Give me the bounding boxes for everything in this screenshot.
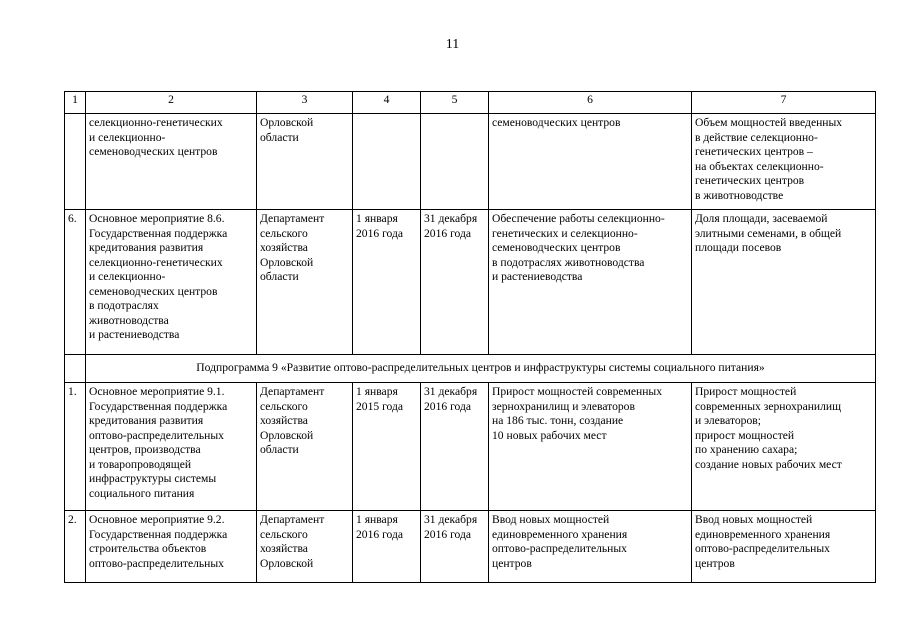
expected-result-cell: Ввод новых мощностей единовременного хранения оптово-распределительных центров: [489, 511, 692, 583]
column-header: 5: [421, 92, 489, 114]
measure-name-cell: Основное мероприятие 9.1. Государственная поддержка кредитования развития оптово-распределительных центров, производства и товаропроводящей инфраструктуры системы социального питания: [86, 383, 257, 511]
measure-name-cell: селекционно-генетических и селекционно- семеноводческих центров: [86, 114, 257, 210]
column-header: 2: [86, 92, 257, 114]
row-number-cell: 1.: [65, 383, 86, 511]
empty-cell: [65, 355, 86, 383]
indicator-cell: Ввод новых мощностей единовременного хранения оптово-распределительных центров: [692, 511, 876, 583]
start-date-cell: 1 января 2015 года: [353, 383, 421, 511]
end-date-cell: 31 декабря 2016 года: [421, 511, 489, 583]
expected-result-cell: семеноводческих центров: [489, 114, 692, 210]
table-row: [65, 383, 876, 511]
table-row: [65, 511, 876, 583]
end-date-cell: 31 декабря 2016 года: [421, 210, 489, 355]
indicator-cell: Объем мощностей введенных в действие селекционно- генетических центров – на объектах селекционно- генетических центров в животноводстве: [692, 114, 876, 210]
indicator-cell: Доля площади, засеваемой элитными семенами, в общей площади посевов: [692, 210, 876, 355]
page-number: 11: [445, 37, 460, 52]
row-number-cell: [65, 114, 86, 210]
start-date-cell: 1 января 2016 года: [353, 210, 421, 355]
measure-name-cell: Основное мероприятие 8.6. Государственная поддержка кредитования развития селекционно-генетических и селекционно- семеноводческих центров в подотраслях животноводства и растениеводства: [86, 210, 257, 355]
end-date-cell: 31 декабря 2016 года: [421, 383, 489, 511]
executor-cell: Департамент сельского хозяйства Орловской: [257, 511, 353, 583]
table-header-row: [65, 92, 876, 114]
measure-name-cell: Основное мероприятие 9.2. Государственная поддержка строительства объектов оптово-распределительных: [86, 511, 257, 583]
table-row: [65, 210, 876, 355]
executor-cell: Департамент сельского хозяйства Орловской области: [257, 210, 353, 355]
table-row: [65, 114, 876, 210]
expected-result-cell: Прирост мощностей современных зернохранилищ и элеваторов на 186 тыс. тонн, создание 10 новых рабочих мест: [489, 383, 692, 511]
subprogram-row: [65, 355, 876, 383]
column-header: 7: [692, 92, 876, 114]
start-date-cell: 1 января 2016 года: [353, 511, 421, 583]
start-date-cell: [353, 114, 421, 210]
expected-result-cell: Обеспечение работы селекционно- генетических и селекционно- семеноводческих центров в подотраслях животноводства и растениеводства: [489, 210, 692, 355]
column-header: 6: [489, 92, 692, 114]
executor-cell: Орловской области: [257, 114, 353, 210]
indicator-cell: Прирост мощностей современных зернохранилищ и элеваторов; прирост мощностей по хранению сахара; создание новых рабочих мест: [692, 383, 876, 511]
column-header: 3: [257, 92, 353, 114]
column-header: 1: [65, 92, 86, 114]
column-header: 4: [353, 92, 421, 114]
row-number-cell: 6.: [65, 210, 86, 355]
subprogram-title: Подпрограмма 9 «Развитие оптово-распределительных центров и инфраструктуры системы социального питания»: [86, 355, 876, 383]
end-date-cell: [421, 114, 489, 210]
program-table: [64, 91, 876, 583]
executor-cell: Департамент сельского хозяйства Орловской области: [257, 383, 353, 511]
row-number-cell: 2.: [65, 511, 86, 583]
